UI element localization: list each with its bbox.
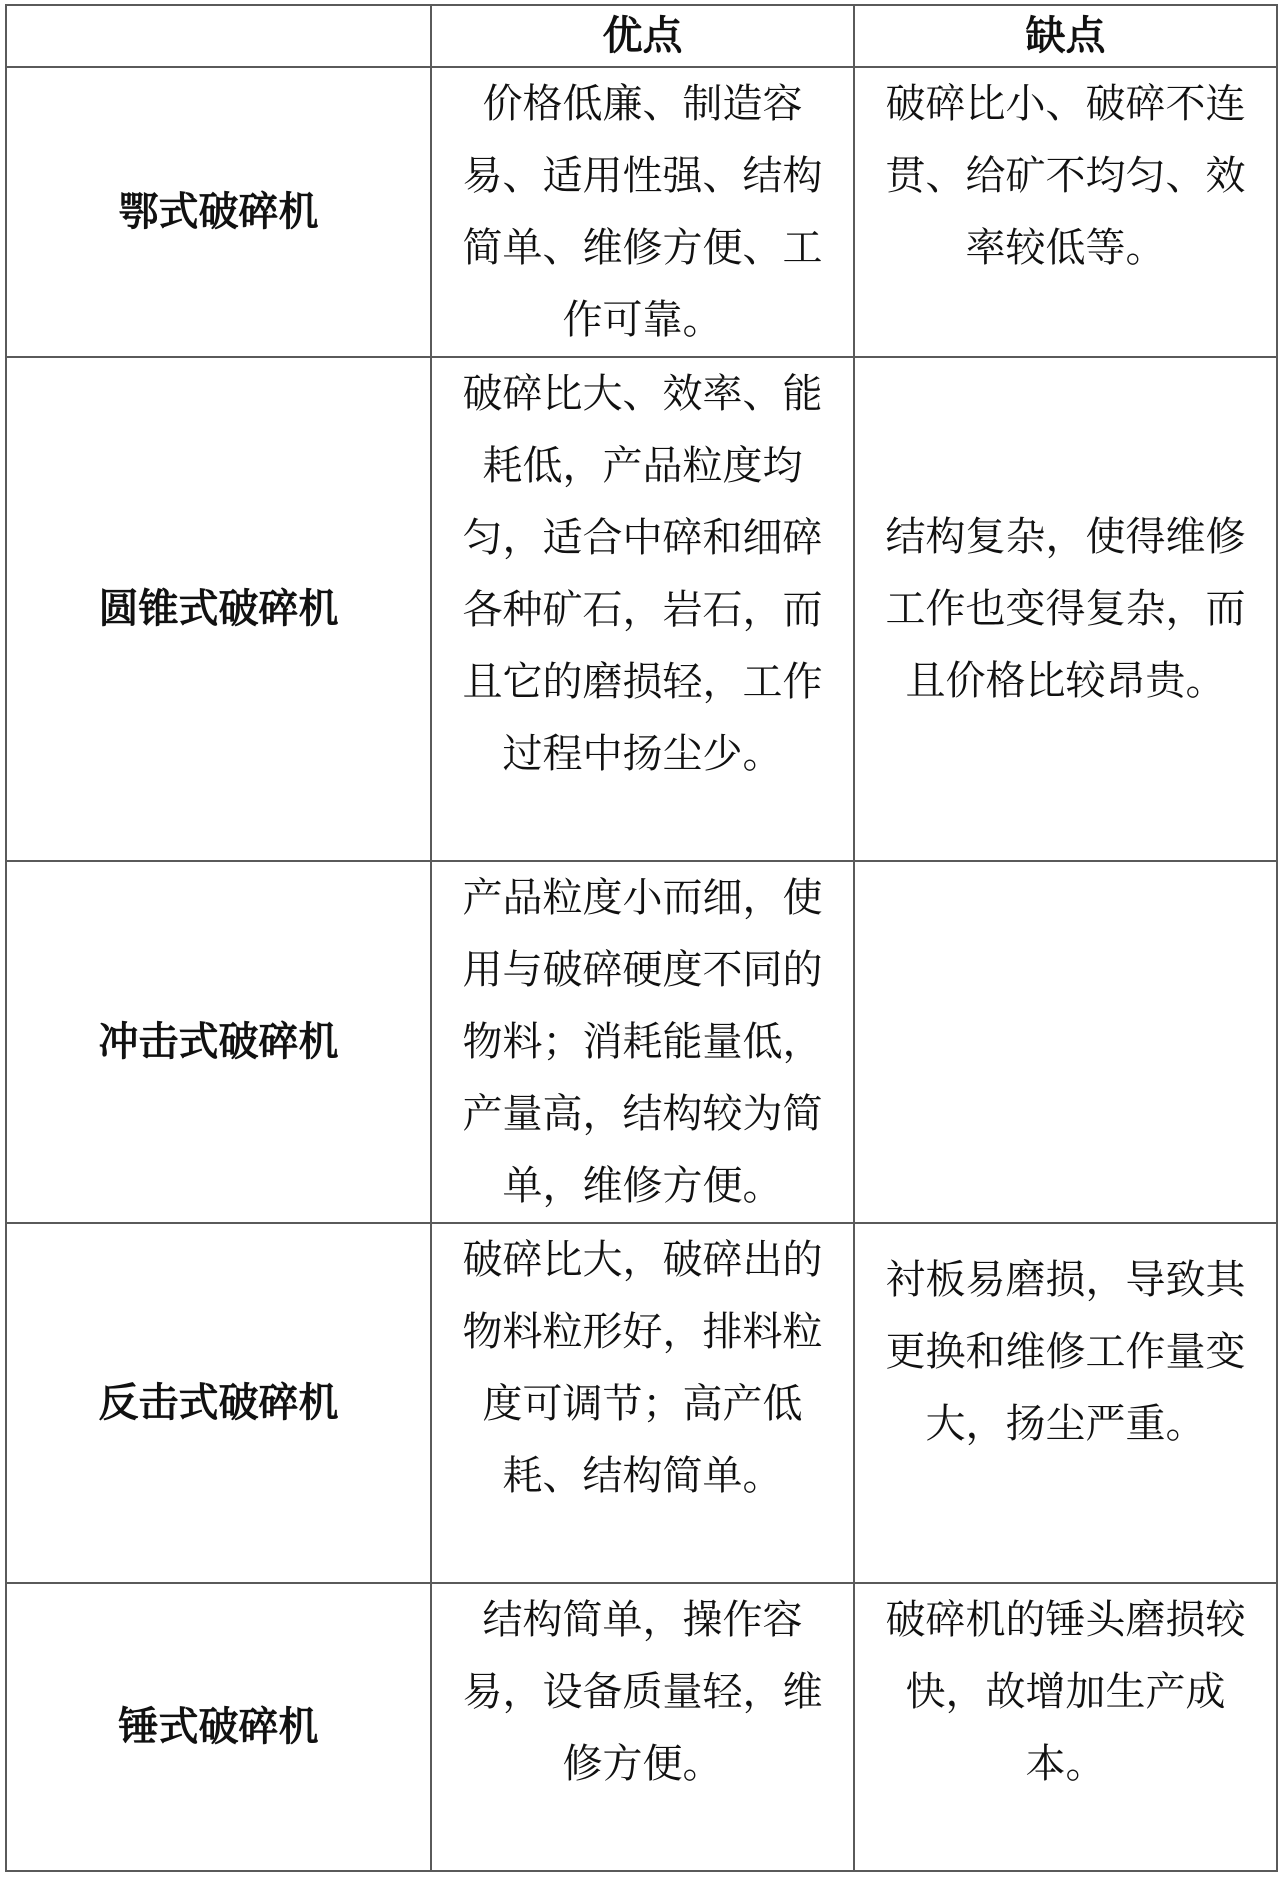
disadvantages-cell: 破碎比小、破碎不连贯、给矿不均匀、效率较低等。 bbox=[854, 67, 1277, 357]
table-row bbox=[6, 1223, 1277, 1583]
table-row bbox=[6, 861, 1277, 1223]
table-row bbox=[6, 1583, 1277, 1871]
crusher-comparison-table bbox=[5, 4, 1278, 1872]
advantages-cell: 价格低廉、制造容易、适用性强、结构简单、维修方便、工作可靠。 bbox=[431, 67, 854, 357]
table-row bbox=[6, 357, 1277, 861]
table-row bbox=[6, 67, 1277, 357]
crusher-name: 圆锥式破碎机 bbox=[6, 357, 431, 861]
advantages-cell: 结构简单，操作容易，设备质量轻，维修方便。 bbox=[431, 1583, 854, 1871]
header-disadvantages: 缺点 bbox=[854, 5, 1277, 67]
disadvantages-cell: 衬板易磨损，导致其更换和维修工作量变大，扬尘严重。 bbox=[854, 1223, 1277, 1583]
disadvantages-cell: 破碎机的锤头磨损较快，故增加生产成本。 bbox=[854, 1583, 1277, 1871]
header-advantages: 优点 bbox=[431, 5, 854, 67]
crusher-name: 锤式破碎机 bbox=[6, 1583, 431, 1871]
header-corner bbox=[6, 5, 431, 67]
advantages-cell: 破碎比大、效率、能耗低，产品粒度均匀，适合中碎和细碎各种矿石，岩石，而且它的磨损轻，工作过程中扬尘少。 bbox=[431, 357, 854, 861]
crusher-name: 冲击式破碎机 bbox=[6, 861, 431, 1223]
advantages-cell: 破碎比大，破碎出的物料粒形好，排料粒度可调节；高产低耗、结构简单。 bbox=[431, 1223, 854, 1583]
crusher-name: 鄂式破碎机 bbox=[6, 67, 431, 357]
disadvantages-cell bbox=[854, 861, 1277, 1223]
crusher-name: 反击式破碎机 bbox=[6, 1223, 431, 1583]
header-row bbox=[6, 5, 1277, 67]
disadvantages-cell: 结构复杂，使得维修工作也变得复杂，而且价格比较昂贵。 bbox=[854, 357, 1277, 861]
advantages-cell: 产品粒度小而细，使用与破碎硬度不同的物料；消耗能量低，产量高，结构较为简单，维修方便。 bbox=[431, 861, 854, 1223]
